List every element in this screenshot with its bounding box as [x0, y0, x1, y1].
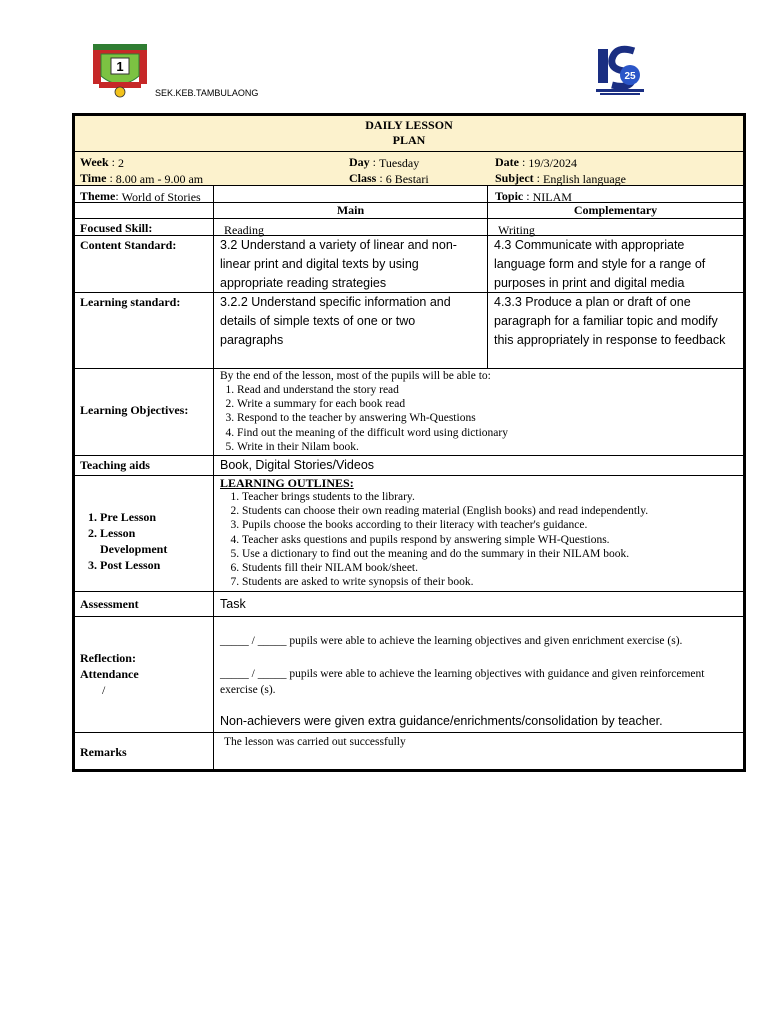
- date-value: 19/3/2024: [528, 156, 578, 170]
- class-label: Class: [349, 171, 377, 185]
- school-crest-icon: [91, 42, 149, 100]
- plan-title-line2: PLAN: [392, 133, 426, 147]
- reflection-line-1: _____ / _____ pupils were able to achieve the learning objectives and given enrichment exercise (s).: [220, 635, 683, 647]
- reflection-line-3: Non-achievers were given extra guidance/enrichments/consolidation by teacher.: [220, 714, 663, 728]
- school-name: SEK.KEB.TAMBULAONG: [155, 88, 259, 98]
- remarks-label: Remarks: [80, 745, 127, 759]
- lesson-stages-list: [80, 509, 190, 573]
- week-label: Week: [80, 155, 109, 169]
- objectives-intro: By the end of the lesson, most of the pupils will be able to:: [220, 370, 491, 382]
- remarks-value: The lesson was carried out successfully: [213, 733, 743, 772]
- learning-objectives-label: Learning Objectives:: [80, 403, 189, 417]
- title-row: [75, 116, 743, 152]
- ipgm-25-logo-icon: [594, 43, 646, 98]
- learning-standard-label: Learning standard:: [80, 295, 181, 309]
- outline-item: 1. Teacher brings students to the library.: [242, 490, 743, 504]
- focused-skill-label: Focused Skill:: [80, 221, 153, 235]
- assessment-value: Task: [213, 592, 743, 616]
- attendance-slash: /: [102, 683, 106, 697]
- reflection-line-2: _____ / _____ pupils were able to achieve the learning objectives with guidance and given reinforcement exercise (s).: [220, 668, 705, 696]
- outlines-list: [220, 490, 743, 589]
- reflection-label-cell: [80, 617, 210, 732]
- week-value: 2: [118, 156, 125, 170]
- stage-item: 3. Post Lesson: [100, 557, 190, 573]
- subject-value: English language: [543, 172, 626, 186]
- main-column-header: Main: [213, 203, 487, 218]
- attendance-label: Attendance: [80, 667, 139, 681]
- learning-standard-main: 3.2.2 Understand specific information and details of simple texts of one or two paragraphs: [213, 293, 487, 368]
- objective-item: 4. Find out the meaning of the difficult word using dictionary: [237, 426, 743, 440]
- week-time-cell: Week : 2 Time : 8.00 am - 9.00 am: [80, 152, 220, 185]
- focused-skill-row: [75, 219, 743, 236]
- learning-standard-row: [75, 293, 743, 369]
- objective-item: 5. Write in their Nilam book.: [237, 440, 743, 454]
- theme-cell: Theme: World of Stories: [80, 187, 220, 202]
- lesson-stages-cell: [80, 476, 210, 591]
- daily-lesson-plan-table: [72, 113, 746, 772]
- schedule-row: [75, 152, 743, 186]
- content-standard-comp: 4.3 Communicate with appropriate language form and style for a range of purposes in print and digital media: [487, 236, 743, 292]
- topic-label: Topic: [495, 189, 524, 203]
- learning-outlines-row: [75, 476, 743, 592]
- topic-cell: Topic : NILAM: [487, 186, 743, 202]
- time-label: Time: [80, 171, 107, 185]
- plan-title-line1: DAILY LESSON: [365, 118, 453, 132]
- class-value: 6 Bestari: [385, 172, 429, 186]
- svg-text:25: 25: [624, 71, 636, 82]
- content-standard-label: Content Standard:: [80, 238, 177, 252]
- svg-text:1: 1: [116, 59, 124, 74]
- objective-item: 2. Write a summary for each book read: [237, 397, 743, 411]
- complementary-column-header: Complementary: [487, 203, 743, 218]
- learning-objectives-row: [75, 369, 743, 456]
- assessment-row: [75, 592, 743, 617]
- focused-skill-main: Reading: [224, 223, 264, 237]
- outline-item: 6. Students fill their NILAM book/sheet.: [242, 561, 743, 575]
- learning-standard-comp: 4.3.3 Produce a plan or draft of one paragraph for a familiar topic and modify this appropriately in response to feedback: [487, 293, 743, 368]
- time-value: 8.00 am - 9.00 am: [115, 172, 204, 186]
- date-label: Date: [495, 155, 519, 169]
- assessment-label: Assessment: [80, 597, 139, 611]
- objective-item: 1. Read and understand the story read: [237, 383, 743, 397]
- objectives-list: [220, 383, 743, 454]
- topic-value: NILAM: [532, 190, 572, 204]
- remarks-row: [75, 733, 743, 772]
- outline-item: 4. Teacher asks questions and pupils respond by answering simple WH-Questions.: [242, 533, 743, 547]
- reflection-cell: [213, 617, 743, 732]
- outline-item: 7. Students are asked to write synopsis of their book.: [242, 575, 743, 589]
- objective-item: 3. Respond to the teacher by answering Wh-Questions: [237, 411, 743, 425]
- date-subject-cell: Date : 19/3/2024 Subject : English language: [495, 152, 637, 185]
- outlines-title: LEARNING OUTLINES:: [220, 476, 354, 490]
- content-standard-main: 3.2 Understand a variety of linear and non-linear print and digital texts by using appropriate reading strategies: [213, 236, 487, 292]
- stage-item: 1. Pre Lesson: [100, 509, 190, 525]
- learning-objectives-cell: [213, 369, 743, 455]
- theme-value: World of Stories: [121, 190, 201, 204]
- outline-item: 5. Use a dictionary to find out the meaning and do the summary in their NILAM book.: [242, 547, 743, 561]
- stage-item: 2. Lesson Development: [100, 525, 190, 557]
- teaching-aids-label: Teaching aids: [80, 458, 150, 472]
- subject-label: Subject: [495, 171, 534, 185]
- day-label: Day: [349, 155, 370, 169]
- theme-label: Theme: [80, 189, 116, 203]
- focused-skill-comp: Writing: [498, 223, 535, 237]
- content-standard-row: [75, 236, 743, 293]
- column-header-row: [75, 203, 743, 219]
- reflection-label: Reflection:: [80, 651, 136, 665]
- reflection-row: [75, 617, 743, 733]
- outline-item: 3. Pupils choose the books according to their literacy with teacher's guidance.: [242, 518, 743, 532]
- learning-outlines-cell: [213, 476, 743, 591]
- day-class-cell: Day : Tuesday Class : 6 Bestari: [349, 155, 429, 186]
- teaching-aids-value: Book, Digital Stories/Videos: [213, 456, 743, 475]
- page-header: [0, 0, 768, 110]
- teaching-aids-row: [75, 456, 743, 476]
- plan-title: [75, 118, 743, 148]
- outline-item: 2. Students can choose their own reading material (English books) and read independently.: [242, 504, 743, 518]
- theme-row: [75, 186, 743, 203]
- day-value: Tuesday: [379, 156, 420, 170]
